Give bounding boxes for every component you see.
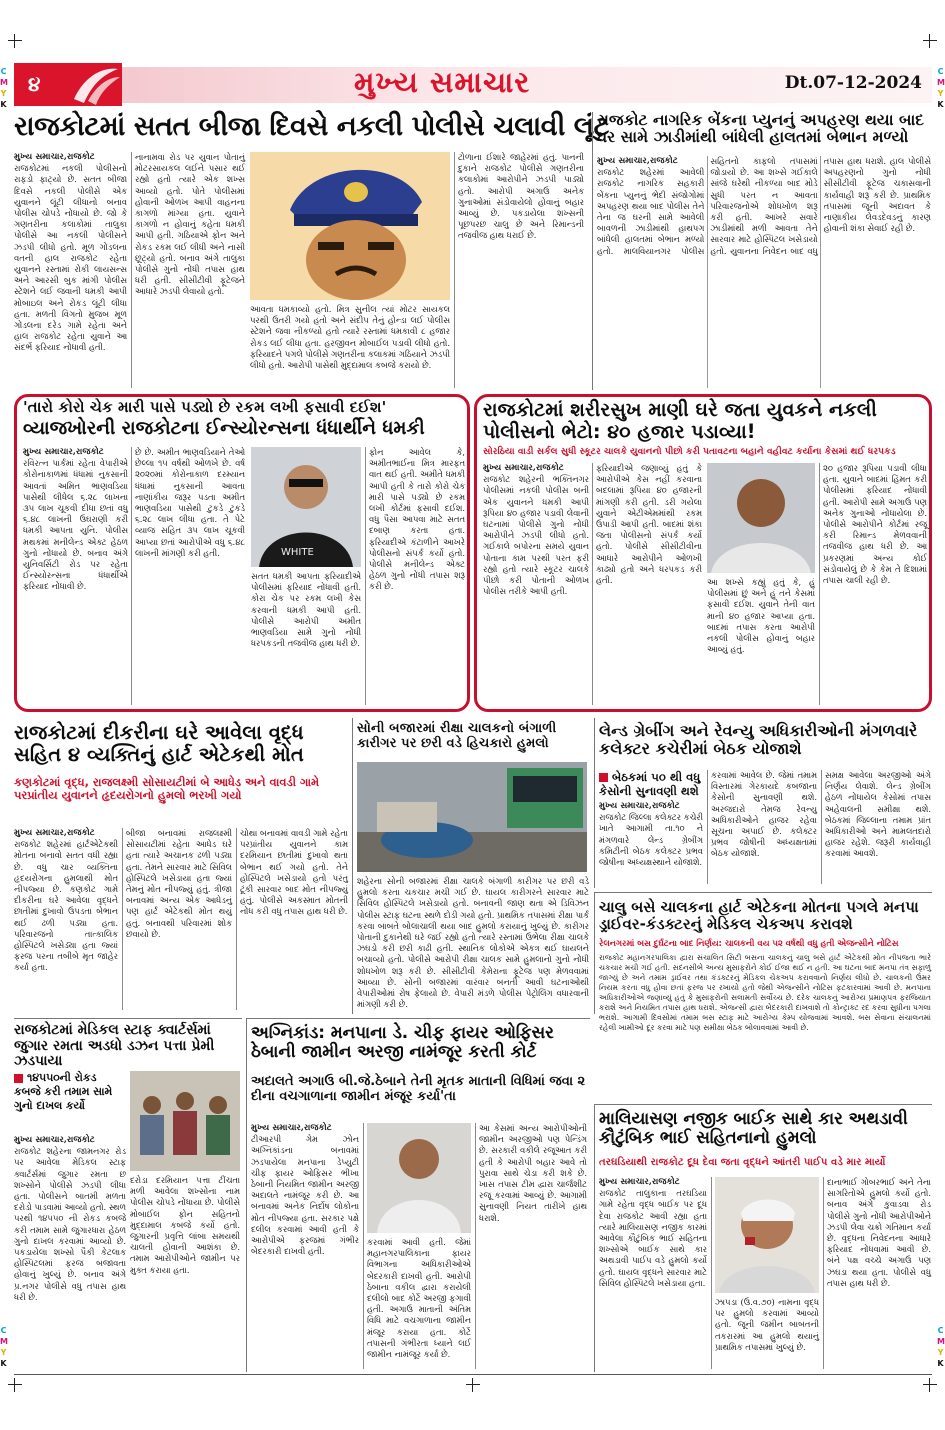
cmyk-m: M <box>937 1337 945 1346</box>
cmyk-y: Y <box>0 1348 7 1357</box>
street-scene-icon <box>357 762 587 872</box>
page-number-block <box>14 63 122 106</box>
group-photo-icon <box>130 1071 240 1171</box>
article-moneylender-threat <box>14 394 470 712</box>
article-body-under-photo: ઝાપડા (ઉ.વ.૭૦) નામના વૃદ્ધ પર હુમલો કરવામાં આવ્યો હતો. જૂની જમીન બાબતની તકરારમાં આ હુમલો થયાનું પ્રાથમિક તપાસમાં ખુલ્યું છે. <box>715 1297 819 1352</box>
registration-mark <box>8 34 22 48</box>
page-number: ૪ <box>28 72 41 96</box>
registration-mark <box>923 34 937 48</box>
article-body-col2: બીજા બનાવમાં રાજલક્ષ્મી સોસાયટીમાં રહેતા આધેડ ઘરે હતા ત્યારે અચાનક ઢળી પડ્યા હતા. તેમને સારવાર માટે સિવિલ હોસ્પિટલે ખસેડાયા હતા જ્યાં તેમનું મોત નીપજ્યું હતું. ત્રીજા બનાવમાં અન્ય એક આધેડનું પણ હાર્ટ એટેકથી મોત થયું હતું. બનાવથી પરિવારમાં શોક છવાયો છે. <box>126 828 232 939</box>
cmyk-m: M <box>0 1337 8 1346</box>
article-four-heart-attack-deaths <box>14 718 348 1014</box>
article-bullet-title: ૧૪૫૫૦ની રોકડ કબજે કરી તમામ સામે ગુનો દાખલ કર્યો <box>14 1071 113 1113</box>
article-body-under-photo: સતત ધમકી આપતા ફરિયાદીએ પોલીસમાં ફરિયાદ નોંધાવી હતી. કોરા ચેક પર રકમ લખી કેસ કરવાની ધમકી આપી હતી. પોલીસે આરોપી અમીત ભાણવડિયા સામે ગુનો નોંધી ધરપકડની તજવીજ હાથ ધરી છે. <box>251 571 361 649</box>
article-body-col2: નાનામવા રોડ પર યુવાન પોતાનું મોટરસાયકલ લઈને પસાર થઈ રહ્યો હતો ત્યારે એક શખ્સ આવ્યો હતો. પોતે પોલીસમાં હોવાની ઓળખ આપી વાહનના કાગળો માંગ્યા હતા. યુવાને કાગળો ન હોવાનું કહેતા ધમકી આપી હતી. ગઠિયાએ ફોન અને રોકડ રકમ લઈ લીધી અને નાસી છૂટ્યો હતો. બનાવ અંગે તાલુકા પોલીસે ગુનો નોંધી તપાસ હાથ ધરી હતી. સીસીટીવી ફૂટેજને આધારે ઝડપી લેવાયો હતો. <box>135 152 245 297</box>
article-body: રાજકોટ શહેરમાં આવેલી રાજકોટ નાગરિક સહકારી બેંકના પ્યુનનું ભેદી સંજોગોમાં અપહરણ થયા બાદ પોલીસ તેને તેના જ ઘરની સામે આવેલી બાવળની ઝાડીમાંથી હાથપગ બાંધેલી હાલતમાં બેભાન મળ્યો હતો. માલવિયાનગર પોલીસ સહિતનો કાફલો તપાસમાં જોડાયો છે. આ શખ્સે ગઈકાલે સાંજે ઘરેથી નીકળ્યા બાદ મોડે સુધી પરત ન આવતા પરિવારજનોએ શોધખોળ શરૂ કરી હતી. આખરે સવારે ઝાડીમાંથી મળી આવતા તેને સારવાર માટે હોસ્પિટલ ખસેડાયો હતો. યુવાનના નિવેદન બાદ વધુ તપાસ હાથ ધરાશે. હાલ પોલીસે અપહરણનો ગુનો નોંધી સીસીટીવી ફૂટેજ ચકાસવાની કાર્યવાહી શરૂ કરી છે. પ્રાથમિક તપાસમાં જૂની અદાવત કે નાણાકીય લેવડદેવડનું કારણ હોવાની શંકા સેવાઈ રહી છે. <box>597 156 931 256</box>
registration-mark <box>923 1378 937 1392</box>
section-title: મુખ્ય સમાચાર <box>354 65 531 99</box>
article-bullet-title: બેઠકમાં ૫૦ થી વધુ કેસોની સુનાવણી થશે <box>599 770 701 799</box>
article-subhead: અદાલતે અગાઉ બી.જે.ઠેબાને તેની મૃતક માતાની વિધિમાં જવા ૨ દીના વચગાળાના જામીન મંજૂર કર્યા'તા <box>251 1074 586 1104</box>
cmyk-k: K <box>0 1359 7 1368</box>
cmyk-m: M <box>937 78 945 87</box>
article-headline: રાજકોટમાં દીકરીના ઘરે આવેલા વૃદ્ધ સહિત ૪ વ્યક્તિનું હાર્ટ એટેકથી મોત <box>14 721 304 766</box>
article-body-col2: છે છે. અમીત ભાણવડિયાને તેઓ છેલ્લા ૧૫ વર્ષથી ઓળખે છે. વર્ષ ૨૦૨૦માં કોરોનાકાળ દરમ્યાન ધંધામાં નુકસાની આવતા નાણાંકીય જરૂર પડતા અમીત ભાણવડિયા પાસેથી ટુકડે ટુકડે ૬.૨૮ લાખ લીધા હતા. તે પેટે વ્યાજ સહિત ૩૫ લાખ ચૂકવી આપ્યા છતાં આરોપીએ વધુ ૬.૪૮ લાખની માંગણી કરી હતી. <box>135 447 245 558</box>
article-body-col4: ફોન આવેલ કે, અમીતભાઈના મિત્ર મારફત વાત થઈ હતી. અમીતે ધમકી આપી હતી કે તારો કોરો ચેક મારી પાસે પડ્યો છે રકમ લખી કોર્ટમાં ફસાવી દઈશ. વધુ પૈસા આપવા માટે સતત દબાણ કરતા હતા. ફરિયાદીએ કંટાળીને આખરે પોલીસનો સંપર્ક કર્યો હતો. પોલીસે મનીલેન્ડ એક્ટ હેઠળ ગુનો નોંધી તપાસ શરૂ કરી છે. <box>369 447 465 592</box>
cmyk-y: Y <box>0 89 7 98</box>
article-body-col1: રાજકોટ શહેરની ભક્તિનગર પોલીસમાં નકલી પોલીસ બની એક યુવાનને ધમકી આપી રૂપિયા ૪૦ હજાર પડાવી લેવાની ઘટનામાં પોલીસે ગુનો નોંધી આરોપીને ઝડપી લીધો હતો. ગઈકાલે બપોરના સમયે યુવાન પોતાના કામ પરથી પરત ફરી રહ્યો હતો ત્યારે સ્કૂટર ચાલકે પીછો કરી પોતાની ઓળખ પોલીસ તરીકે આપી હતી. <box>483 474 589 597</box>
cmyk-c: C <box>937 67 944 76</box>
article-bank-peon-kidnap <box>592 112 932 390</box>
svg-text:WHITE: WHITE <box>281 547 314 558</box>
article-gambling-raid <box>14 1018 242 1372</box>
left-cmyk-marks <box>0 66 8 114</box>
right-cmyk-marks-bottom <box>937 1325 945 1373</box>
cmyk-k: K <box>0 100 7 109</box>
right-cmyk-marks <box>937 66 945 114</box>
bullet-square-icon <box>599 773 608 782</box>
article-body-col1: રાજકોટ જિલ્લા કલેક્ટર કચેરી ખાતે આગામી તા.૧૦ ને મંગળવારે લેન્ડ ગ્રેબીંગ કમિટીની બેઠક કલેક્ટર પ્રભવ જોષીના અધ્યક્ષસ્થાને યોજાશે. <box>599 812 703 867</box>
article-byline: મુખ્ય સમાચાર,રાજકોટ <box>14 828 95 838</box>
article-land-grabbing-meeting <box>594 718 932 888</box>
article-body-col3: ચોથા બનાવમાં વાવડી ગામે રહેતા પરપ્રાંતીય યુવાનને કામ દરમિયાન છાતીમાં દુખાવો થતા બેભાન થઈ ગયો હતો. તેને હોસ્પિટલે ખસેડાયો હતો પરંતુ ટૂંકી સારવાર બાદ મોત નીપજ્યું હતું. પોલીસે અકસ્માત મોતની નોંધ કરી વધુ તપાસ હાથ ધરી છે. <box>240 828 348 917</box>
article-fake-police-loot <box>14 111 609 390</box>
article-fire-officer-bail <box>246 1018 590 1372</box>
bullet-square-icon <box>14 1074 23 1083</box>
article-kicker: 'તારો કોરો ચેક મારી પાસે પડ્યો છે રકમ લખી ફસાવી દઈશ' <box>23 398 387 416</box>
article-byline: મુખ્ય સમાચાર,રાજકોટ <box>599 800 680 811</box>
article-headline: રાજકોટ નાગરિક બેંકના પ્યુનનું અપહરણ થયા બાદ ઘર સામે ઝાડીમાંથી બાંધેલી હાલતમાં બેભાન મળ્યો <box>597 111 925 147</box>
cmyk-c: C <box>0 1326 7 1335</box>
cmyk-m: M <box>0 78 8 87</box>
article-body-col1: રાજકોટમાં નકલી પોલીસનો રાફડો ફાટ્યો છે. સતત બીજા દિવસે નકલી પોલીસે એક યુવાનને લૂંટી લીધાનો બનાવ પોલીસ ચોપડે નોંધાયો છે. જો કે ગણતરીના કલાકોમાં તાલુકા પોલીસે આ નકલી પોલીસને ઝડપી લીધો હતો. મૂળ ગોંડલના વતની હાલ રાજકોટ રહેતા યુવાનને રસ્તામાં રોકી લાયસન્સ અને આરસી બુક માંગી પોલીસ સ્ટેશને લઈ જવાની ધમકી આપી મોબાઇલ અને રોકડ લૂંટી લીધા હતા. મળતી વિગતો મુજબ મૂળ ગોંડલના દરેડ ગામે રહેતા અને હાલ રાજકોટ રહેતા યુવાને આ સંદર્ભે ફરિયાદ નોંધાવી હતી. <box>14 163 127 353</box>
article-headline: રાજકોટમાં સતત બીજા દિવસે નકલી પોલીસે ચલાવી લૂંટ <box>14 111 609 142</box>
article-body-col3: આ કેસમાં અન્ય આરોપીઓની જામીન અરજીઓ પણ પેન્ડિંગ છે. સરકારી વકીલે રજૂઆત કરી હતી કે આરોપી બહાર આવે તો પુરાવા સાથે ચેડા કરી શકે છે. ખાસ તપાસ ટીમ દ્વારા ચાર્જશીટ રજૂ કરવામાં આવ્યું છે. આગામી સુનાવણી નિયત તારીખે હાથ ધરાશે. <box>479 1123 587 1223</box>
accused-youth-photo <box>707 463 815 573</box>
article-body-col2: કરવામાં આવી હતી. જેમાં મહાનગરપાલિકાના ફાયર વિભાગના અધિકારીઓએ બેદરકારી દાખવી હતી. આરોપી ઠેબાના વકીલ દ્વારા કરાયેલી દલીલો બાદ કોર્ટે અરજી ફગાવી હતી. અગાઉ માતાની અંતિમ વિધિ માટે વચગાળાના જામીન મંજૂર કરાયા હતા. કોર્ટે તપાસની ગંભીરતા ધ્યાને લઈ જામીન નામંજૂર કર્યા છે. <box>367 1237 471 1360</box>
article-headline: રાજકોટમાં મેડિકલ સ્ટાફ ક્વાર્ટર્સમાં જુગાર રમતા અડધો ડઝન પત્તા પ્રેમી ઝડપાયા <box>14 1022 215 1070</box>
article-byline: મુખ્ય સમાચાર,રાજકોટ <box>251 1123 332 1133</box>
fire-officer-photo <box>367 1123 471 1233</box>
cmyk-y: Y <box>937 89 944 98</box>
article-body: રાજકોટ શહેરના જામનગર રોડ પર આવેલા મેડિકલ સ્ટાફ ક્વાર્ટર્સમાં જુગાર રમતા છ શખ્સોને પોલીસે ઝડપી લીધા હતા. પોલીસને બાતમી મળતા દરોડો પાડવામાં આવ્યો હતો. સ્થળ પરથી ૧૪૫૫૦ ની રોકડ કબજે કરી તમામ સામે જુગારધારા હેઠળ ગુનો દાખલ કરવામાં આવ્યો છે. પકડાયેલા શખ્સો પૈકી કેટલાક હોસ્પિટલમાં ફરજ બજાવતા હોવાનું ખુલ્યું છે. બનાવ અંગે પ્ર.નગર પોલીસે વધુ તપાસ હાથ ધરી છે. <box>14 1146 126 1302</box>
article-body-col4: ટોળાના ઈશારે જાહેરમાં હતું. પાનની દુકાને રાજકોટ પોલીસે ગણતરીના કલાકોમાં આરોપીને ઝડપી પાડ્યો હતો. આરોપી અગાઉ અનેક ગુનાઓમાં સંડોવાયેલો હોવાનું બહાર આવ્યું છે. પકડાયેલા શખ્સની પૂછપરછ ચાલુ છે અને રિમાન્ડની તજવીજ હાથ ધરાઈ છે. <box>458 152 584 241</box>
article-byline: મુખ્ય સમાચાર,રાજકોટ <box>14 1135 95 1145</box>
article-body-col1: રાજકોટ તાલુકાના તરઘડિયા ગામે રહેતા વૃદ્ધ બાઈક પર દૂધ દેવા રાજકોટ આવી રહ્યા હતા ત્યારે માલિયાસણ નજીક કારમાં આવેલા કૌટુંબિક ભાઈ સહિતના શખ્સોએ બાઈક સાથે કાર અથડાવી પાઈપ વડે હુમલો કર્યો હતો. ઘાયલ વૃદ્ધને સારવાર માટે સિવિલ હોસ્પિટલે ખસેડાયા હતા. <box>599 1188 707 1288</box>
article-body-col2: કરવામાં આવેલ છે. જેમાં તમામ વિસ્તારમાં ગેરકાયદે કબજાના કેસોની સુનાવણી થશે. અરજદારો તેમજ રેવન્યુ અધિકારીઓને હાજર રહેવા સૂચના અપાઈ છે. કલેક્ટર પ્રભવ જોષીની અધ્યક્ષતામાં બેઠક યોજાશે. <box>711 770 817 859</box>
hospital-patient-icon <box>715 1177 819 1293</box>
police-cap-icon <box>250 152 450 300</box>
article-body-col1: રવિરત્ન પાર્કમાં રહેતા વેપારીએ કોરોનાકાળમાં ધંધામાં નુકસાની આવતાં અમિત ભાણવડિયા પાસેથી લીધેલ ૬.૨૮ લાખના ૩૫ લાખ ચૂકવી દીધા છતાં વધુ ૬.૪૮ લાખની ઉઘરાણી કરી ધમકી આપતા યુનિ. પોલીસ મથકમાં મનીલેન્ડ એક્ટ હેઠળ ગુનો નોંધાયો છે. બનાવ અંગે યુનિવર્સિટી રોડ પર રહેતા ઈન્સ્યોરન્સના ધંધાર્થીએ ફરિયાદ નોંધાવી છે. <box>23 458 128 592</box>
registration-mark <box>466 1378 480 1392</box>
article-byline: મુખ્ય સમાચાર,રાજકોટ <box>597 156 678 166</box>
cmyk-k: K <box>937 1359 944 1368</box>
article-body-col3: સમક્ષ આવેલા અરજીઓ અંગે નિર્ણય લેવાશે. લેન્ડ ગ્રેબીંગ હેઠળ નોંધાયેલ કેસોમાં તપાસ અહેવાલની સમીક્ષા થશે. બેઠકમાં જિલ્લાના તમામ પ્રાંત અધિકારીઓ અને મામલતદારો હાજર રહેશે. જરૂરી કાર્યવાહી કરવામાં આવશે. <box>825 770 931 859</box>
article-byline: મુખ્ય સમાચાર,રાજકોટ <box>23 447 104 457</box>
article-body: શહેરના સોની બજારમાં રીક્ષા ચાલકે બંગાળી કારીગર પર છરી વડે હુમલો કરતા ચકચાર મચી ગઈ છે. ઘાયલ કારીગરને સારવાર માટે સિવિલ હોસ્પિટલે ખસેડાયો હતો. બનાવની જાણ થતા એ ડિવિઝન પોલીસ સ્ટાફ ઘટના સ્થળે દોડી ગયો હતો. પ્રાથમિક તપાસમાં રીક્ષા પાર્ક કરવા બાબતે બોલાચાલી થયા બાદ હુમલો કરાયાનું ખુલ્યું છે. કારીગર પોતાની દુકાનેથી ઘરે જઈ રહ્યો હતો ત્યારે રસ્તામાં ઉભેલા રીક્ષા ચાલકે ઝઘડો કરી છરી કાઢી હતી. સ્થાનિક લોકોએ એકત્ર થઈ ઘાયલને બચાવ્યો હતો. પોલીસે આરોપી રીક્ષા ચાલક સામે હુમલાનો ગુનો નોંધી શોધખોળ શરૂ કરી છે. સીસીટીવી કેમેરાના ફૂટેજ પણ મેળવવામાં આવ્યા છે. સોની બજારમાં વારંવાર બનતી આવી ઘટનાઓથી વેપારીઓમાં રોષ ફેલાયો છે. વેપારી મંડળે પોલીસ પેટ્રોલિંગ વધારવાની માંગણી કરી છે. <box>357 876 589 1010</box>
article-subhead: તરઘડિયાથી રાજકોટ દૂધ દેવા જતા વૃદ્ધને આંતરી પાઈપ વડે માર માર્યો <box>599 1157 886 1168</box>
article-byline: મુખ્ય સમાચાર,રાજકોટ <box>483 463 564 473</box>
article-fake-police-40k <box>474 394 932 712</box>
cmyk-y: Y <box>937 1348 944 1357</box>
cmyk-c: C <box>0 67 7 76</box>
article-headline: સોની બજારમાં રીક્ષા ચાલકનો બંગાળી કારીગર પર છરી વડે હિચકારો હુમલો <box>357 721 557 751</box>
injured-elderly-photo <box>715 1177 819 1293</box>
article-headline: વ્યાજખોરની રાજકોટના ઈન્સ્યોરન્સના ધંધાર્થીને ધમકી <box>23 418 425 439</box>
article-body-under-photo: આ શખ્સે કહ્યું હતું કે, હું પોલીસમાં છું અને હું તને કેસમાં ફસાવી દઈશ. યુવાને તેની વાત માની ૪૦ હજાર આપ્યા હતા. બાદમાં તપાસ કરતા આરોપી નકલી પોલીસ હોવાનું બહાર આવ્યું હતું. <box>707 577 815 655</box>
article-body-col2: ફરિયાદીએ જણાવ્યું હતું કે આરોપીએ કેસ નહીં કરવાના બદલામાં રૂપિયા ૪૦ હજારની માંગણી કરી હતી. ડરી ગયેલા યુવાને એટીએમમાંથી રકમ ઉપાડી આપી હતી. બાદમાં શંકા જતા પોલીસનો સંપર્ક કર્યો હતો. પોલીસે સીસીટીવીના આધારે આરોપીને ઓળખી કાઢ્યો હતો અને ધરપકડ કરી હતી. <box>596 463 702 586</box>
article-soni-bazaar-attack <box>352 718 590 1014</box>
article-headline: રાજકોટમાં શરીરસુખ માણી ઘરે જતા યુવકને નકલી પોલીસનો ભેટો: ૪૦ હજાર પડાવ્યા! <box>483 398 877 443</box>
article-body-col3: દાનાભાઈ ગોબરભાઈ અને તેના સાગરિતોએ હુમલો કર્યો હતો. બનાવ અંગે કુવાડવા રોડ પોલીસે ગુનો નોંધી આરોપીઓને ઝડપી લેવા ચક્રો ગતિમાન કર્યા છે. વૃદ્ધના નિવેદનના આધારે ફરિયાદ નોંધવામાં આવી છે. બંને પક્ષ વચ્ચે અગાઉ પણ ઝઘડા થયા હતા. પોલીસે વધુ તપાસ હાથ ધરી છે. <box>827 1177 931 1288</box>
person-photo-icon <box>251 447 361 567</box>
article-headline: લેન્ડ ગ્રેબીંગ અને રેવન્યુ અધિકારીઓની મંગળવારે કલેક્ટર કચેરીમાં બેઠક યોજાશે <box>599 721 918 758</box>
article-body-col1: ટીઆરપી ગેમ ઝોન અગ્નિકાંડના બનાવમાં ઝડપાયેલા મનપાના ડેપ્યુટી ચીફ ફાયર ઓફિસર ભીખા ઠેબાની નિયમિત જામીન અરજી અદાલતે નામંજૂર કરી છે. આ બનાવમાં અનેક નિર્દોષ લોકોના મોત નીપજ્યા હતા. સરકાર પક્ષે દલીલ કરવામાં આવી હતી કે આરોપીએ ફરજમાં ગંભીર બેદરકારી દાખવી હતી. <box>251 1134 359 1257</box>
registration-mark <box>8 1378 22 1392</box>
article-body-col4: ૨૦ હજાર રૂપિયા પડાવી લીધા હતા. યુવાને બાદમાં હિંમત કરી પોલીસમાં ફરિયાદ નોંધાવી હતી. આરોપી સામે અગાઉ પણ અનેક ગુનાઓ નોંધાયેલા છે. પોલીસે આરોપીને કોર્ટમાં રજૂ કરી રિમાન્ડ મેળવવાની તજવીજ હાથ ધરી છે. આ પ્રકરણમાં અન્ય કોઈ સંડોવાયેલું છે કે કેમ તે દિશામાં તપાસ ચાલી રહી છે. <box>823 463 927 586</box>
masthead <box>14 63 932 106</box>
article-body-under-photo: આવતા ધમકાવ્યો હતો. મિત્ર સુનીલ ત્યાં મોટર સાયકલ પરથી ઉતરી ગયો હતો અને સંદીપ તેનું હોન્ડા લઈ પોલીસ સ્ટેશને જવા નીકળ્યો હતો ત્યારે રસ્તામાં ધમકાવી ૮ હજાર રોકડ લઈ લીધા હતા. હરજીવન મોબાઈલ પડાવી લીધો હતો. ફરિયાદને પગલે પોલીસે ગણતરીના કલાકમાં ગઠિયાને ઝડપી લીધો હતો. આરોપી પાસેથી મુદ્દામાલ કબજે કરાયો છે. <box>250 304 450 371</box>
crime-scene-photo <box>357 762 587 872</box>
article-body-col1: રાજકોટ શહેરમાં હાર્ટએટેકથી મોતના બનાવો સતત વધી રહ્યા છે. વધુ ચાર વ્યક્તિના હૃદયરોગના હુમલાથી મોત નીપજ્યા છે. કણકોટ ગામે દીકરીના ઘરે આવેલા વૃદ્ધને છાતીમાં દુખાવો ઉપડતા બેભાન થઈ ઢળી પડ્યા હતા. પરિવારજનો તાત્કાલિક હોસ્પિટલે ખસેડ્યા હતા જ્યાં ફરજ પરના તબીબે મૃત જાહેર કર્યા હતા. <box>14 839 118 973</box>
article-subhead: સોરઠિયા વાડી સર્કલ સુધી સ્કૂટર ચાલકે યુવાનનો પીછો કરી પતાવટના બહાને વહીવટ કર્યાના કેસમાં થઈ ધરપકડ <box>483 446 896 457</box>
article-body: રાજકોટ મહાનગરપાલિકા દ્વારા સંચાલિત સિટી બસના ચાલકનું ચાલુ બસે હાર્ટ એટેકથી મોત નીપજતા ભારે ચકચાર મચી ગઈ હતી. સદનસીબે અન્ય મુસાફરોને કોઈ ઈજા થઈ ન હતી. આ ઘટના બાદ મનપા તંત્ર સફાળું જાગ્યું છે અને તમામ ડ્રાઈવર તથા કંડક્ટરનું મેડિકલ ચેકઅપ કરાવવાનો નિર્ણય લીધો છે. ચાલકની ઉંમર નિયમ કરતા વધુ હોવા છતાં ફરજ પર રખાયો હતો જેથી એજન્સીને નોટિસ ફટકારવામાં આવી છે. મનપાના અધિકારીઓએ જણાવ્યું હતું કે મુસાફરોની સલામતી સર્વોચ્ચ છે. દરેક ચાલકનું આરોગ્ય પ્રમાણપત્ર ફરજિયાત કરાશે અને નિયમિત તપાસ હાથ ધરાશે. એજન્સી દ્વારા બેદરકારી દાખવાશે તો કોન્ટ્રાક્ટ રદ કરવા સુધીના પગલા ભરાશે. આગામી દિવસોમાં તમામ બસ સ્ટાફ માટે આરોગ્ય કેમ્પ યોજવામાં આવશે. બસ સેવાના સંચાલનમાં રહેલી ખામીઓ દૂર કરવા માટે પણ સમીક્ષા બેઠક બોલાવવામાં આવી છે. <box>599 953 931 1032</box>
arrested-gamblers-photo <box>130 1071 240 1171</box>
article-bus-driver-medical-checkup <box>594 892 932 1032</box>
article-byline: મુખ્ય સમાચાર,રાજકોટ <box>14 152 95 162</box>
article-headline: અગ્નિકાંડ: મનપાના ડે. ચીફ ફાયર ઓફિસર ઠેબાની જામીન અરજી નામંજૂર કરતી કોર્ટ <box>251 1022 554 1061</box>
article-subhead: રેલનગરમાં બસ દુર્ઘટના બાદ નિર્ણય: ચાલકની વય ૫૨ વર્ષથી વધુ હતી એજન્સીને નોટિસ <box>599 938 899 948</box>
article-maliyasan-assault <box>594 1104 932 1372</box>
article-headline: માલિયાસણ નજીક બાઈક સાથે કાર અથડાવી કૌટુંબિક ભાઈ સહિતનાનો હુમલો <box>599 1108 908 1147</box>
police-cartoon-illustration <box>250 152 450 300</box>
article-body-lower: દરોડા દરમિયાન પત્તા ટીંચતા મળી આવેલા શખ્સોના નામ પોલીસ ચોપડે નોંધાયા છે. પોલીસે મોબાઈલ ફોન સહિતનો મુદ્દામાલ કબજે કર્યો હતો. જુગારની પ્રવૃત્તિ લાંબા સમયથી ચાલતી હોવાની આશંકા છે. તમામ આરોપીઓને જામીન પર મુક્ત કરાયા હતા. <box>130 1175 240 1275</box>
person-photo-icon <box>707 463 815 573</box>
issue-date: Dt.07-12-2024 <box>784 73 922 93</box>
article-byline: મુખ્ય સમાચાર,રાજકોટ <box>599 1177 680 1187</box>
left-cmyk-marks-bottom <box>0 1325 8 1373</box>
person-photo-icon <box>367 1123 471 1233</box>
article-headline: ચાલુ બસે ચાલકના હાર્ટ એટેકના મોતના પગલે મનપા ડ્રાઈવર-કંડક્ટરનું મેડિકલ ચેકઅપ કરાવશે <box>599 898 919 933</box>
cmyk-k: K <box>937 100 944 109</box>
article-subhead: કણકોટમાં વૃદ્ધ, રાજલક્ષ્મી સોસાયટીમાં બે આધેડ અને વાવડી ગામે પરપ્રાંતીય યુવાનને હૃદયરોગનો હુમલો ભરખી ગયો <box>14 775 320 802</box>
accused-man-photo <box>251 447 361 567</box>
cmyk-c: C <box>937 1326 944 1335</box>
